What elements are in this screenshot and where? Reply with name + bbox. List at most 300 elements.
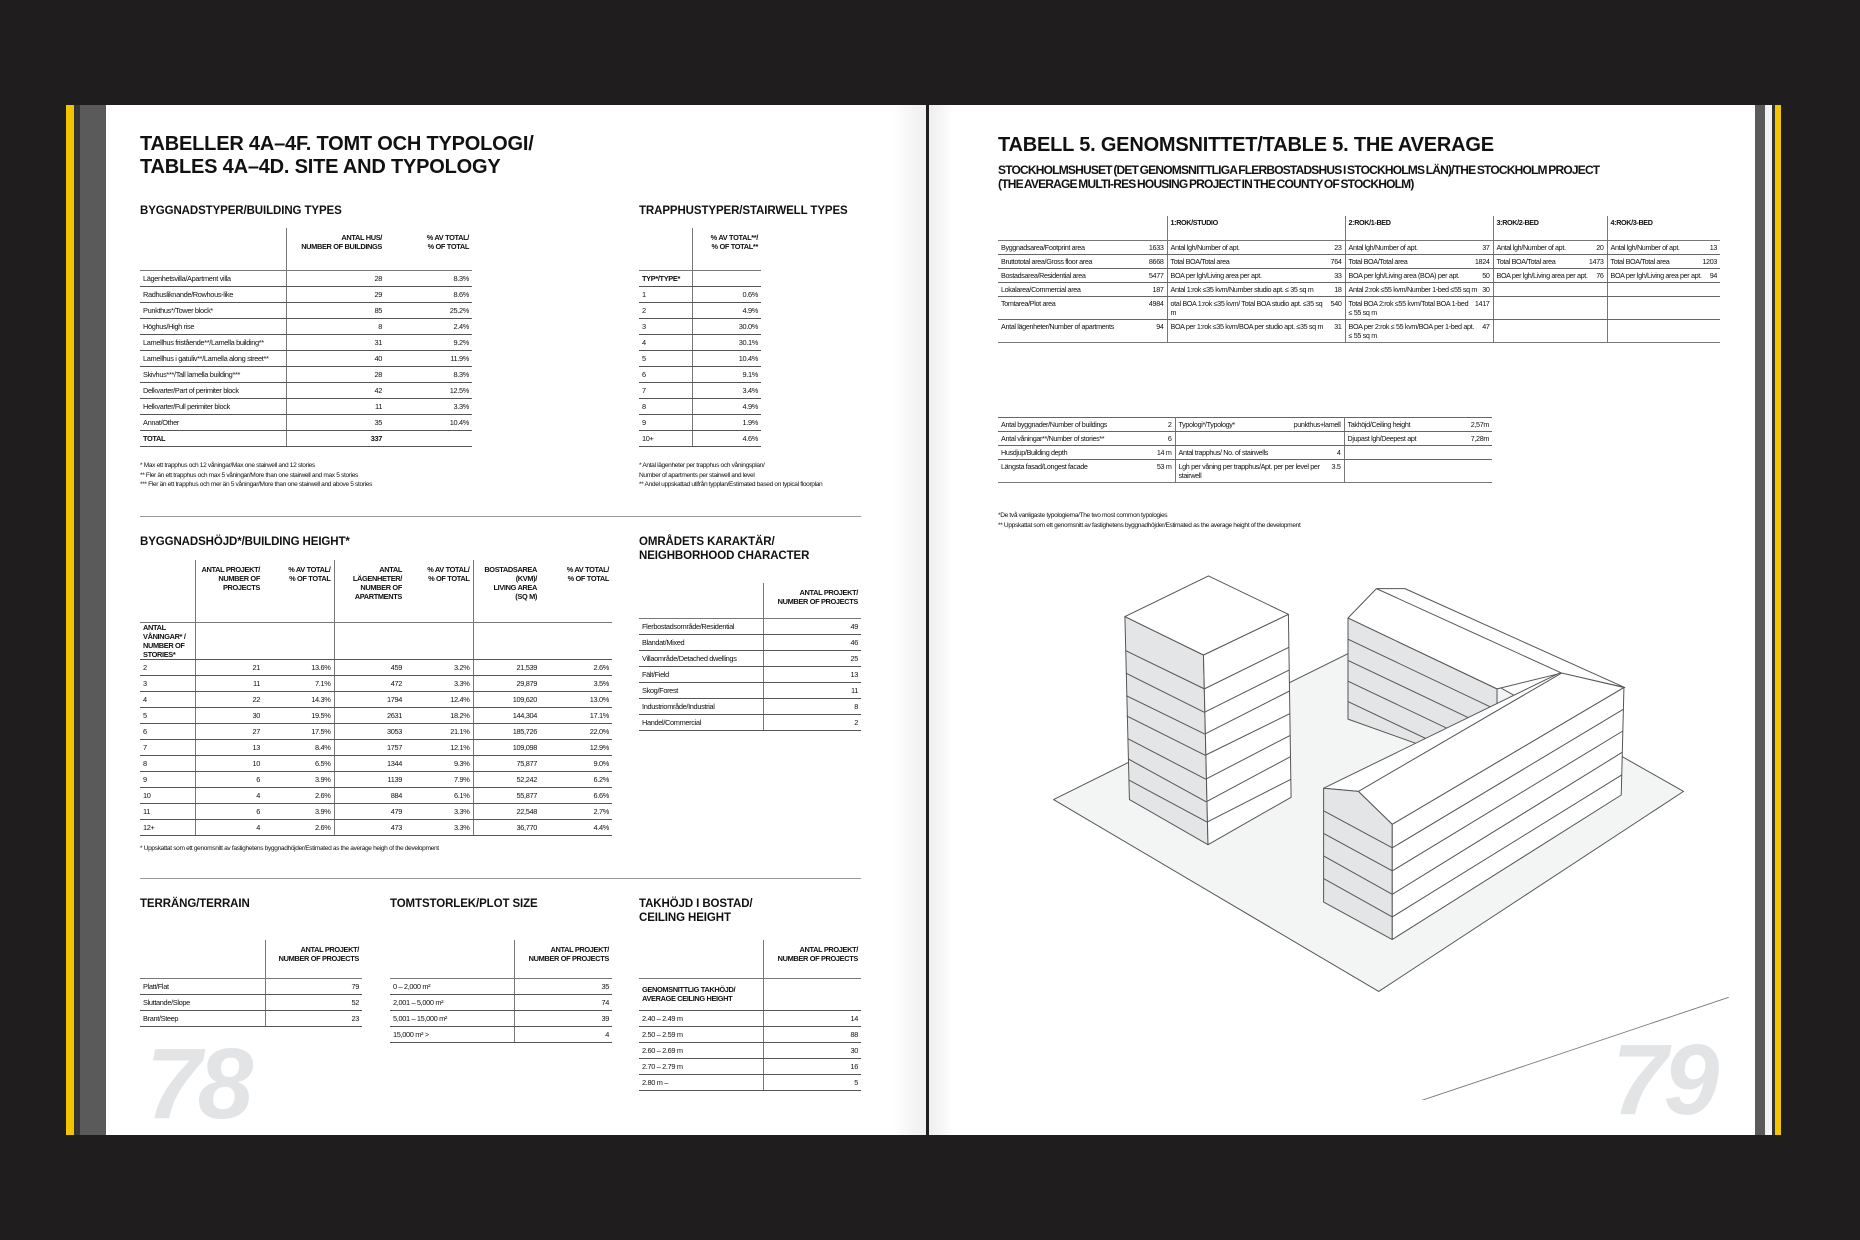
- table-neighborhood: [639, 583, 861, 731]
- street-line: [1040, 997, 1729, 1100]
- cell-value: 7,28m: [1470, 434, 1489, 443]
- table-cell: [998, 320, 1167, 343]
- table-cell: [998, 297, 1167, 320]
- row-label: 3: [140, 675, 195, 691]
- table-row: [140, 978, 362, 994]
- table-cell: [998, 446, 1175, 460]
- table-cell: [1493, 255, 1607, 269]
- table-row: [140, 755, 612, 771]
- table-cell: [1167, 255, 1345, 269]
- cell-label: Bruttototal area/Gross floor area: [1001, 257, 1093, 266]
- row-label: 2,001 – 5,000 m²: [390, 994, 514, 1010]
- cell-value: 50: [1482, 271, 1490, 280]
- table-cell: [1175, 460, 1344, 483]
- column-header: [390, 940, 514, 978]
- cell-value: 0.6%: [692, 286, 761, 302]
- label-value-pair: [1171, 299, 1342, 317]
- cell-value: 2: [763, 714, 861, 730]
- cell-value: 31: [1334, 322, 1342, 331]
- table-row: [140, 334, 472, 350]
- cell-value: 10: [195, 755, 263, 771]
- table-cell: [998, 269, 1167, 283]
- cell-value: 85: [286, 302, 385, 318]
- gray-edge-strip-right: [1755, 105, 1765, 1135]
- footnote: ** Fler än ett trapphus och max 5 våningar/More than one stairwell and max 5 stories: [140, 471, 358, 479]
- cell-value: 4.9%: [692, 398, 761, 414]
- table-cell: [1607, 283, 1720, 297]
- cell-value: 39: [514, 1010, 612, 1026]
- table-cell: [1607, 320, 1720, 343]
- cell-value: 76: [1596, 271, 1604, 280]
- cell-value: 11: [286, 398, 385, 414]
- empty-cell: [195, 622, 263, 659]
- table-row: [140, 1010, 362, 1026]
- table-row: [639, 634, 861, 650]
- table-row: [140, 270, 472, 286]
- cell-value: 6: [195, 803, 263, 819]
- label-value-pair: [1001, 243, 1164, 252]
- cell-value: 28: [286, 366, 385, 382]
- cell-value: 94: [1156, 322, 1164, 331]
- tower-block: [1125, 576, 1291, 845]
- cell-label: Antal våningar**/Number of stories**: [1001, 434, 1105, 443]
- row-group-label: TYP*/TYPE*: [639, 270, 692, 286]
- table-row: [998, 255, 1720, 269]
- row-group-label: GENOMSNITTLIG TAKHÖJD/ AVERAGE CEILING HEIGHT: [639, 978, 763, 1010]
- row-label: 6: [639, 366, 692, 382]
- column-header: BOSTADSAREA (KVM)/ LIVING AREA (SQ M): [473, 560, 540, 622]
- cell-value: 3.9%: [263, 803, 334, 819]
- table-row: [998, 269, 1720, 283]
- label-value-pair: [1349, 243, 1490, 252]
- cell-value: 79: [265, 978, 362, 994]
- table-row: [639, 714, 861, 730]
- cell-value: 14: [763, 1010, 861, 1026]
- cell-value: 4.6%: [692, 430, 761, 446]
- cell-value: 8: [286, 318, 385, 334]
- label-value-pair: [1001, 462, 1172, 471]
- cell-label: Längsta fasad/Longest facade: [1001, 462, 1088, 471]
- cell-value: 12.9%: [540, 739, 612, 755]
- cell-value: 27: [195, 723, 263, 739]
- cell-value: 94: [1709, 271, 1717, 280]
- cell-value: 3.3%: [385, 398, 472, 414]
- cell-value: 29,879: [473, 675, 540, 691]
- cell-value: 47: [1482, 322, 1490, 331]
- label-value-pair: [1001, 271, 1164, 280]
- column-header: ANTAL HUS/ NUMBER OF BUILDINGS: [286, 228, 385, 270]
- row-label: 5: [140, 707, 195, 723]
- heading-building-types: BYGGNADSTYPER/BUILDING TYPES: [140, 205, 342, 217]
- cell-value: 40: [286, 350, 385, 366]
- label-value-pair: [1497, 257, 1604, 266]
- row-label: Fält/Field: [639, 666, 763, 682]
- table-header-row: [390, 940, 612, 978]
- table-row: [140, 286, 472, 302]
- cell-value: 4.4%: [540, 819, 612, 835]
- cell-value: [385, 430, 472, 446]
- label-value-pair: [1611, 271, 1718, 280]
- row-label: 10: [140, 787, 195, 803]
- table-row: [140, 675, 612, 691]
- page-number-left: 78: [146, 1028, 250, 1140]
- cell-value: 473: [334, 819, 405, 835]
- cell-value: 17.1%: [540, 707, 612, 723]
- row-label: Lamellhus i gatuliv**/Lamella along street**: [140, 350, 286, 366]
- white-edge-strip-right: [1765, 105, 1772, 1135]
- cell-value: 6.5%: [263, 755, 334, 771]
- table-row: [639, 302, 761, 318]
- table-cell: [1344, 418, 1492, 432]
- cell-value: 10.4%: [385, 414, 472, 430]
- cell-value: 22: [195, 691, 263, 707]
- cell-label: BOA per lgh/Living area per apt.: [1170, 271, 1262, 280]
- table-row: [639, 318, 761, 334]
- cell-value: 25.2%: [385, 302, 472, 318]
- cell-label: otal BOA 1:rok ≤35 kvm/ Total BOA studio apt. ≤35 sq m: [1170, 299, 1323, 317]
- cell-label: Antal lägenheter/Number of apartments: [1001, 322, 1114, 331]
- cell-value: 17.5%: [263, 723, 334, 739]
- table-row: [639, 666, 861, 682]
- cell-value: 28: [286, 270, 385, 286]
- table-row: [140, 994, 362, 1010]
- cell-label: Typologi*/Typology*: [1178, 420, 1235, 429]
- column-header: 1:ROK/STUDIO: [1167, 216, 1345, 241]
- cell-value: 33: [1334, 271, 1342, 280]
- label-value-pair: [1179, 448, 1341, 457]
- cell-value: 21,539: [473, 659, 540, 675]
- label-value-pair: [1349, 299, 1490, 317]
- cell-value: 187: [1152, 285, 1164, 294]
- row-label: Radhusliknande/Rowhous-like: [140, 286, 286, 302]
- table-cell: [1175, 432, 1344, 446]
- cell-value: 30: [763, 1042, 861, 1058]
- heading-neighborhood: OMRÅDETS KARAKTÄR/ NEIGHBORHOOD CHARACTER: [639, 536, 810, 562]
- table-cell: [998, 255, 1167, 269]
- table-row: [639, 618, 861, 634]
- row-label: Lamellhus fristående**/Lamella building**: [140, 334, 286, 350]
- cell-value: 23: [1334, 243, 1342, 252]
- row-label: 8: [140, 755, 195, 771]
- table-header-row: [140, 940, 362, 978]
- section-divider: [140, 878, 861, 879]
- row-label: Lägenhetsvilla/Apartment villa: [140, 270, 286, 286]
- cell-value: 6: [1167, 434, 1172, 443]
- cell-value: 2631: [334, 707, 405, 723]
- label-value-pair: [1497, 243, 1604, 252]
- row-label: Punkthus*/Tower block*: [140, 302, 286, 318]
- cell-value: 52: [265, 994, 362, 1010]
- cell-label: Antal trapphus/ No. of stairwells: [1178, 448, 1269, 457]
- table-row: [998, 241, 1720, 255]
- cell-value: 1757: [334, 739, 405, 755]
- cell-value: 74: [514, 994, 612, 1010]
- column-header: ANTAL PROJEKT/ NUMBER OF PROJECTS: [265, 940, 362, 978]
- cell-value: 52,242: [473, 771, 540, 787]
- section-divider: [140, 516, 861, 517]
- column-header: ANTAL PROJEKT/ NUMBER OF PROJECTS: [195, 560, 263, 622]
- cell-value: 2.6%: [263, 819, 334, 835]
- row-label: Industriområde/Industrial: [639, 698, 763, 714]
- cell-value: 884: [334, 787, 405, 803]
- label-value-pair: [1349, 257, 1490, 266]
- table-cell: [998, 432, 1175, 446]
- footnote: * Uppskattat som ett genomsnitt av fastighetens byggnadhöjder/Estimated as the average heigh of the development: [140, 845, 439, 852]
- cell-value: 9.1%: [692, 366, 761, 382]
- cell-value: 3053: [334, 723, 405, 739]
- table-cell: [1493, 297, 1607, 320]
- cell-value: 22.0%: [540, 723, 612, 739]
- cell-value: 16: [763, 1058, 861, 1074]
- cell-value: 3.5: [1331, 462, 1341, 471]
- label-value-pair: [1171, 322, 1342, 331]
- label-value-pair: [1001, 257, 1164, 266]
- column-header: % AV TOTAL/ % OF TOTAL: [405, 560, 473, 622]
- table-cell: [1344, 460, 1492, 483]
- table-cell: [1345, 255, 1493, 269]
- cell-value: 9.2%: [385, 334, 472, 350]
- table-cell: [1345, 283, 1493, 297]
- footnote: * Antal lägenheter per trapphus och våningsplan/: [639, 462, 765, 469]
- cell-label: Total BOA 2:rok ≤55 kvm/Total BOA 1-bed ≤ 55 sq m: [1348, 299, 1469, 317]
- cell-value: 1.9%: [692, 414, 761, 430]
- table-row: [639, 366, 761, 382]
- cell-value: 1633: [1148, 243, 1164, 252]
- table-row: [998, 460, 1492, 483]
- empty-cell: [334, 622, 405, 659]
- table-row: [140, 302, 472, 318]
- cell-value: 8.4%: [263, 739, 334, 755]
- column-header: ANTAL PROJEKT/ NUMBER OF PROJECTS: [763, 583, 861, 618]
- cell-value: 3.3%: [405, 675, 473, 691]
- label-value-pair: [1349, 271, 1490, 280]
- table-row: [639, 1010, 861, 1026]
- cell-value: 4984: [1148, 299, 1164, 308]
- cell-value: 42: [286, 382, 385, 398]
- footnote: ** Andel uppskattad utifrån typplan/Estimated based on typical floorplan: [639, 481, 823, 488]
- table-cell: [1167, 320, 1345, 343]
- column-header: [140, 228, 286, 270]
- row-label: 9: [140, 771, 195, 787]
- table-row: [390, 994, 612, 1010]
- cell-value: 11: [763, 682, 861, 698]
- yellow-edge-strip-left: [66, 105, 74, 1135]
- cell-value: 2.6%: [540, 659, 612, 675]
- cell-value: 1203: [1702, 257, 1717, 266]
- cell-value: 3.5%: [540, 675, 612, 691]
- empty-cell: [405, 622, 473, 659]
- column-header: 4:ROK/3-BED: [1607, 216, 1720, 241]
- cell-value: 10.4%: [692, 350, 761, 366]
- column-header: % AV TOTAL/ % OF TOTAL: [385, 228, 472, 270]
- cell-value: 55,877: [473, 787, 540, 803]
- cell-value: 6.1%: [405, 787, 473, 803]
- cell-value: 14 m: [1156, 448, 1172, 457]
- cell-label: Djupast lgh/Deepest apt: [1347, 434, 1417, 443]
- cell-value: 8: [763, 698, 861, 714]
- cell-value: 49: [763, 618, 861, 634]
- table-header-row: [140, 228, 472, 270]
- table-cell: [1345, 241, 1493, 255]
- cell-value: 35: [514, 978, 612, 994]
- table-plot-size: [390, 940, 612, 1043]
- table-row: [998, 418, 1492, 432]
- row-label: Sluttande/Slope: [140, 994, 265, 1010]
- cell-value: 19.5%: [263, 707, 334, 723]
- cell-label: Husdjup/Building depth: [1001, 448, 1068, 457]
- footnotes-building-height: [140, 844, 439, 854]
- table-subheader-row: [140, 622, 612, 659]
- cell-label: Byggnadsarea/Footprint area: [1001, 243, 1085, 252]
- cell-value: 2: [1167, 420, 1172, 429]
- cell-value: 7.1%: [263, 675, 334, 691]
- row-label: Handel/Commercial: [639, 714, 763, 730]
- row-group-label: ANTAL VÅNINGAR* / NUMBER OF STORIES*: [140, 622, 195, 659]
- cell-value: 3.2%: [405, 659, 473, 675]
- cell-value: 8.3%: [385, 270, 472, 286]
- row-label: 1: [639, 286, 692, 302]
- row-label: 6: [140, 723, 195, 739]
- table-cell: [1167, 241, 1345, 255]
- cell-label: Antal byggnader/Number of buildings: [1001, 420, 1108, 429]
- table-row: [140, 803, 612, 819]
- footnotes-stairwell-types: [639, 461, 822, 490]
- label-value-pair: [1171, 243, 1342, 252]
- table-row: [140, 723, 612, 739]
- table-row: [390, 978, 612, 994]
- row-label: 4: [140, 691, 195, 707]
- cell-value: 1139: [334, 771, 405, 787]
- row-label: Annat/Other: [140, 414, 286, 430]
- row-label: 3: [639, 318, 692, 334]
- row-label: 0 – 2,000 m²: [390, 978, 514, 994]
- table-row: [390, 1010, 612, 1026]
- row-label: Skog/Forest: [639, 682, 763, 698]
- cell-value: 20: [1596, 243, 1604, 252]
- row-label: 5: [639, 350, 692, 366]
- gray-edge-strip-left: [80, 105, 106, 1135]
- label-value-pair: [1001, 299, 1164, 308]
- table-cell: [1167, 283, 1345, 297]
- cell-label: Total BOA/Total area: [1170, 257, 1230, 266]
- cell-value: 540: [1330, 299, 1342, 308]
- table-subheader-row: [639, 978, 861, 1010]
- label-value-pair: [1179, 420, 1341, 429]
- cell-value: 8.6%: [385, 286, 472, 302]
- cell-value: 1417: [1474, 299, 1490, 308]
- cell-label: Bostadsarea/Residential area: [1001, 271, 1086, 280]
- table-header-row: [140, 560, 612, 622]
- footnote: *De två vanligaste typologierna/The two most common typologies: [998, 512, 1168, 519]
- cell-value: 1344: [334, 755, 405, 771]
- label-value-pair: [1348, 434, 1490, 443]
- table-row: [140, 366, 472, 382]
- column-header: 2:ROK/1-BED: [1345, 216, 1493, 241]
- table-row: [639, 414, 761, 430]
- table-cell: [998, 460, 1175, 483]
- cell-value: 8668: [1148, 257, 1164, 266]
- cell-value: 11.9%: [385, 350, 472, 366]
- cell-value: 18: [1334, 285, 1342, 294]
- cell-label: Antal 2:rok ≤55 kvm/Number 1-bed ≤55 sq m: [1348, 285, 1478, 294]
- column-header: % AV TOTAL/ % OF TOTAL: [263, 560, 334, 622]
- cell-value: 4: [1336, 448, 1341, 457]
- table-average-project: [998, 216, 1720, 343]
- cell-value: 3.3%: [405, 819, 473, 835]
- table-row: [639, 1026, 861, 1042]
- table-cell: [1607, 241, 1720, 255]
- cell-label: BOA per lgh/Living area (BOA) per apt.: [1348, 271, 1460, 280]
- table-row: [140, 382, 472, 398]
- cell-value: 30: [1482, 285, 1490, 294]
- cell-value: 3.9%: [263, 771, 334, 787]
- column-header: [639, 228, 692, 270]
- column-header: % AV TOTAL/ % OF TOTAL: [540, 560, 612, 622]
- table-cell: [1167, 269, 1345, 283]
- label-value-pair: [1171, 271, 1342, 280]
- column-header: [639, 940, 763, 978]
- table-row: [639, 698, 861, 714]
- row-label: 2: [140, 659, 195, 675]
- heading-building-height: BYGGNADSHÖJD*/BUILDING HEIGHT*: [140, 536, 350, 548]
- cell-value: 8.3%: [385, 366, 472, 382]
- cell-value: 7.9%: [405, 771, 473, 787]
- table-row: [639, 1042, 861, 1058]
- table-row: [639, 1074, 861, 1090]
- row-label: Platt/Flat: [140, 978, 265, 994]
- table-cell: [1344, 446, 1492, 460]
- table-cell: [1345, 297, 1493, 320]
- cell-value: 185,726: [473, 723, 540, 739]
- table-stairwell-types: [639, 228, 761, 447]
- row-label: 2.50 – 2.59 m: [639, 1026, 763, 1042]
- table-cell: [1493, 320, 1607, 343]
- table-row: [140, 350, 472, 366]
- label-value-pair: [1497, 271, 1604, 280]
- cell-value: 88: [763, 1026, 861, 1042]
- table-row: [998, 320, 1720, 343]
- heading-ceiling-height: TAKHÖJD I BOSTAD/ CEILING HEIGHT: [639, 898, 753, 924]
- row-label: Brant/Steep: [140, 1010, 265, 1026]
- label-value-pair: [1349, 285, 1490, 294]
- table-row: [140, 739, 612, 755]
- cell-value: 13: [195, 739, 263, 755]
- table-cell: [1175, 446, 1344, 460]
- row-label: 7: [639, 382, 692, 398]
- cell-value: 2.7%: [540, 803, 612, 819]
- table-cell: [1345, 269, 1493, 283]
- cell-value: 21.1%: [405, 723, 473, 739]
- row-label: 2.80 m –: [639, 1074, 763, 1090]
- label-value-pair: [1611, 257, 1718, 266]
- table-cell: [1607, 255, 1720, 269]
- cell-value: 3.4%: [692, 382, 761, 398]
- cell-value: 12.5%: [385, 382, 472, 398]
- cell-value: 2.6%: [263, 787, 334, 803]
- heading-stairwell-types: TRAPPHUSTYPER/STAIRWELL TYPES: [639, 205, 848, 217]
- cell-label: Antal 1:rok ≤35 kvm/Number studio apt. ≤ 35 sq m: [1170, 285, 1314, 294]
- row-label: 7: [140, 739, 195, 755]
- heading-plot-size: TOMTSTORLEK/PLOT SIZE: [390, 898, 538, 910]
- column-header: [639, 583, 763, 618]
- cell-value: 21: [195, 659, 263, 675]
- column-header: ANTAL PROJEKT/ NUMBER OF PROJECTS: [514, 940, 612, 978]
- cell-value: 1794: [334, 691, 405, 707]
- empty-cell: [692, 270, 761, 286]
- table-row: [140, 707, 612, 723]
- table-cell: [1607, 297, 1720, 320]
- cell-value: 764: [1330, 257, 1342, 266]
